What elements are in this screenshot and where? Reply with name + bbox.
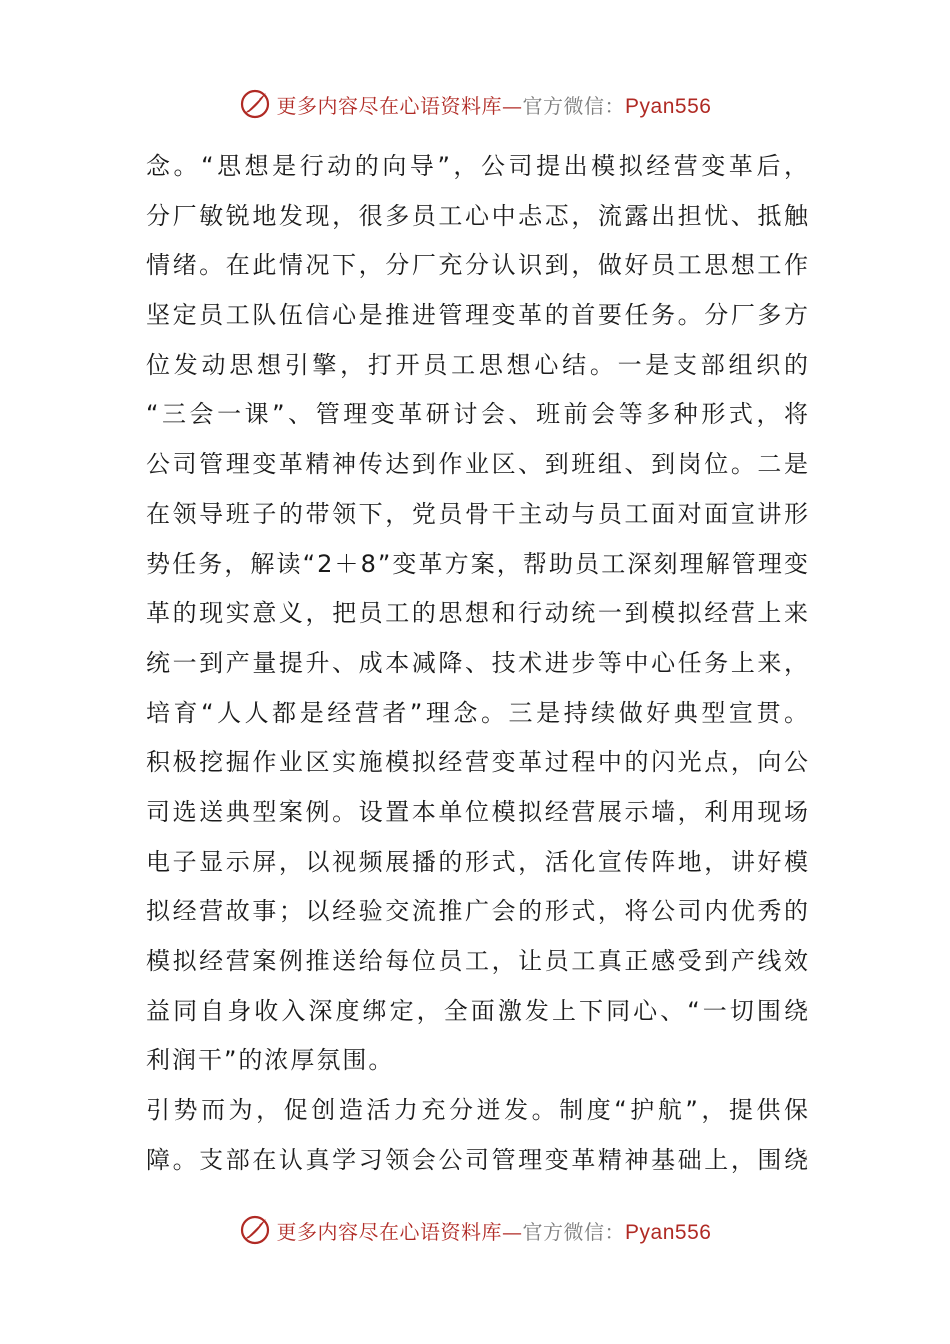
text-line: 势任务，解读“2＋8”变革方案，帮助员工深刻理解管理变 [146,549,810,578]
text-line: 益同自身收入深度绑定，全面激发上下同心、“一切围绕 [146,996,810,1025]
text-line: 位发动思想引擎，打开员工思想心结。一是支部组织的 [146,350,810,379]
banner-brand: 更多内容尽在心语资料库 [276,1219,503,1244]
text-line: 统一到产量提升、成本减降、技术进步等中心任务上来， [146,648,810,677]
banner-label: 官方微信： [522,1219,626,1244]
text-line: 公司管理变革精神传达到作业区、到班组、到岗位。二是 [146,450,810,479]
banner-text [277,90,712,119]
text-line: 拟经营故事；以经验交流推广会的形式，将公司内优秀的 [146,897,810,926]
text-line: 培育“人人都是经营者”理念。三是持续做好典型宣贯。 [146,698,810,727]
text-line: 电子显示屏，以视频展播的形式，活化宣传阵地，讲好模 [146,847,810,876]
text-line: 分厂敏锐地发现，很多员工心中忐忑，流露出担忧、抵触 [146,201,810,230]
text-line: 积极挖掘作业区实施模拟经营变革过程中的闪光点，向公 [146,748,810,777]
text-line: 情绪。在此情况下，分厂充分认识到，做好员工思想工作 [146,251,810,280]
text-line: 念。“思想是行动的向导”，公司提出模拟经营变革后， [146,152,810,180]
banner-separator: — [502,1219,523,1244]
quill-logo-icon [239,88,271,120]
document-body [146,142,810,1185]
text-line: 司选送典型案例。设置本单位模拟经营展示墙，利用现场 [146,797,810,826]
banner-wechat-id: Pyan556 [625,1220,712,1244]
text-line: 引势而为，促创造活力充分迸发。制度“护航”，提供保 [146,1096,810,1125]
text-line: 在领导班子的带领下，党员骨干主动与员工面对面宣讲形 [146,499,810,528]
text-line: “三会一课”、管理变革研讨会、班前会等多种形式，将 [146,400,810,429]
footer-watermark-banner [0,1210,950,1250]
banner-brand: 更多内容尽在心语资料库 [276,93,503,118]
text-line: 模拟经营案例推送给每位员工，让员工真正感受到产线效 [146,947,810,975]
banner-wechat-id: Pyan556 [625,94,712,118]
text-line: 坚定员工队伍信心是推进管理变革的首要任务。分厂多方 [146,301,810,330]
header-watermark-banner [0,84,950,124]
banner-text [277,1216,712,1245]
text-line: 利润干”的浓厚氛围。 [146,1046,395,1075]
banner-separator: — [502,93,523,118]
text-line: 革的现实意义，把员工的思想和行动统一到模拟经营上来 [146,599,810,628]
quill-logo-icon [239,1214,271,1246]
banner-label: 官方微信： [522,93,626,118]
text-line: 障。支部在认真学习领会公司管理变革精神基础上，围绕 [146,1145,810,1174]
